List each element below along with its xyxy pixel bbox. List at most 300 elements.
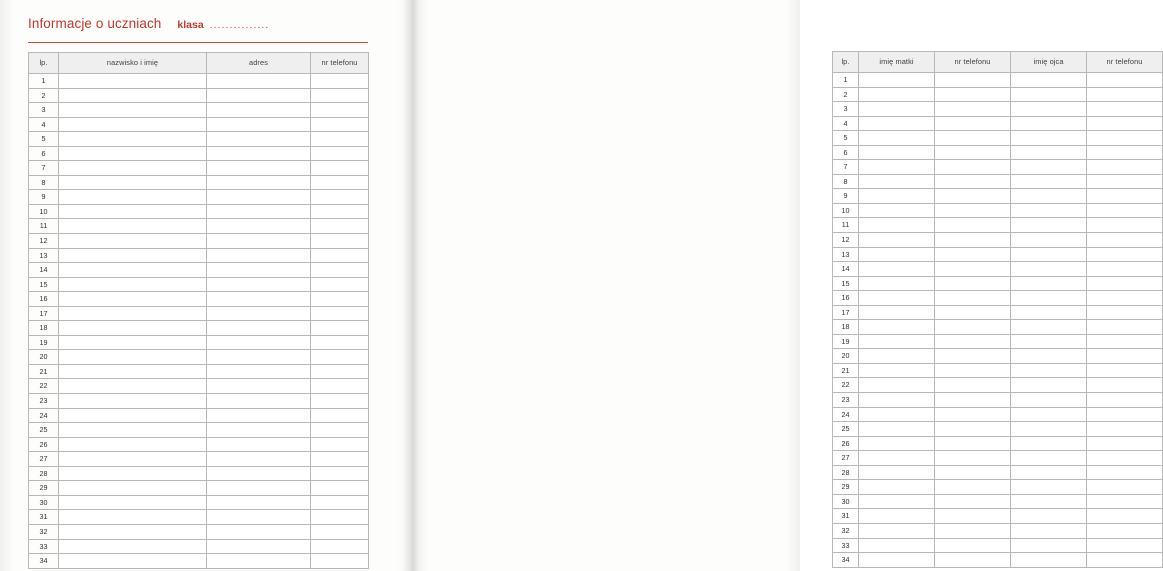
cell-imie-ojca[interactable]	[1011, 87, 1087, 102]
cell-nr-telefonu[interactable]	[311, 88, 369, 103]
cell-nr-telefonu-ojca[interactable]	[1087, 73, 1163, 88]
cell-adres[interactable]	[207, 219, 311, 234]
row-number: 27	[29, 452, 59, 467]
cell-adres[interactable]	[207, 524, 311, 539]
cell-imie-matki[interactable]	[859, 538, 935, 553]
cell-nr-telefonu[interactable]	[311, 204, 369, 219]
cell-adres[interactable]	[207, 277, 311, 292]
cell-adres[interactable]	[207, 466, 311, 481]
row-number: 20	[29, 350, 59, 365]
cell-adres[interactable]	[207, 175, 311, 190]
cell-nr-telefonu-ojca[interactable]	[1087, 480, 1163, 495]
cell-nr-telefonu-matki[interactable]	[935, 233, 1011, 248]
cell-adres[interactable]	[207, 103, 311, 118]
cell-nazwisko-i-imie[interactable]	[59, 234, 207, 249]
cell-adres[interactable]	[207, 248, 311, 263]
cell-imie-matki[interactable]	[859, 203, 935, 218]
cell-nr-telefonu-matki[interactable]	[935, 145, 1011, 160]
cell-nr-telefonu-ojca[interactable]	[1087, 174, 1163, 189]
cell-imie-ojca[interactable]	[1011, 451, 1087, 466]
cell-adres[interactable]	[207, 510, 311, 525]
cell-nr-telefonu[interactable]	[311, 423, 369, 438]
cell-nr-telefonu-matki[interactable]	[935, 407, 1011, 422]
cell-nr-telefonu[interactable]	[311, 263, 369, 278]
cell-imie-ojca[interactable]	[1011, 160, 1087, 175]
cell-nr-telefonu-matki[interactable]	[935, 509, 1011, 524]
cell-nazwisko-i-imie[interactable]	[59, 219, 207, 234]
row-number: 18	[29, 321, 59, 336]
cell-imie-matki[interactable]	[859, 422, 935, 437]
cell-imie-ojca[interactable]	[1011, 247, 1087, 262]
cell-adres[interactable]	[207, 74, 311, 89]
cell-adres[interactable]	[207, 394, 311, 409]
table-row	[29, 132, 369, 147]
cell-nr-telefonu-matki[interactable]	[935, 349, 1011, 364]
cell-nazwisko-i-imie[interactable]	[59, 117, 207, 132]
table-row	[833, 160, 1163, 175]
cell-imie-ojca[interactable]	[1011, 334, 1087, 349]
cell-nr-telefonu-ojca[interactable]	[1087, 262, 1163, 277]
cell-nr-telefonu[interactable]	[311, 510, 369, 525]
cell-adres[interactable]	[207, 452, 311, 467]
row-number: 25	[833, 422, 859, 437]
cell-adres[interactable]	[207, 132, 311, 147]
cell-adres[interactable]	[207, 321, 311, 336]
table-row	[29, 495, 369, 510]
cell-imie-matki[interactable]	[859, 131, 935, 146]
row-number: 2	[833, 87, 859, 102]
table-row	[29, 74, 369, 89]
cell-nr-telefonu-ojca[interactable]	[1087, 87, 1163, 102]
cell-nr-telefonu-matki[interactable]	[935, 393, 1011, 408]
cell-nr-telefonu[interactable]	[311, 321, 369, 336]
cell-imie-matki[interactable]	[859, 262, 935, 277]
cell-nr-telefonu-ojca[interactable]	[1087, 523, 1163, 538]
cell-nr-telefonu[interactable]	[311, 248, 369, 263]
cell-nazwisko-i-imie[interactable]	[59, 452, 207, 467]
cell-imie-ojca[interactable]	[1011, 436, 1087, 451]
cell-nazwisko-i-imie[interactable]	[59, 539, 207, 554]
cell-imie-ojca[interactable]	[1011, 509, 1087, 524]
cell-nazwisko-i-imie[interactable]	[59, 466, 207, 481]
cell-nr-telefonu-ojca[interactable]	[1087, 203, 1163, 218]
cell-nr-telefonu[interactable]	[311, 350, 369, 365]
cell-nazwisko-i-imie[interactable]	[59, 495, 207, 510]
cell-imie-ojca[interactable]	[1011, 349, 1087, 364]
cell-adres[interactable]	[207, 379, 311, 394]
cell-nr-telefonu-ojca[interactable]	[1087, 349, 1163, 364]
row-number: 12	[29, 234, 59, 249]
cell-nr-telefonu-ojca[interactable]	[1087, 538, 1163, 553]
cell-nazwisko-i-imie[interactable]	[59, 524, 207, 539]
row-number: 30	[833, 494, 859, 509]
table-row	[833, 145, 1163, 160]
cell-imie-ojca[interactable]	[1011, 422, 1087, 437]
cell-nazwisko-i-imie[interactable]	[59, 423, 207, 438]
cell-nr-telefonu[interactable]	[311, 379, 369, 394]
cell-nazwisko-i-imie[interactable]	[59, 88, 207, 103]
cell-nr-telefonu-matki[interactable]	[935, 160, 1011, 175]
cell-imie-matki[interactable]	[859, 116, 935, 131]
cell-adres[interactable]	[207, 88, 311, 103]
parents-table-body	[833, 73, 1163, 568]
cell-nr-telefonu[interactable]	[311, 466, 369, 481]
cell-nazwisko-i-imie[interactable]	[59, 510, 207, 525]
parents-table	[832, 51, 1163, 568]
cell-adres[interactable]	[207, 204, 311, 219]
cell-nazwisko-i-imie[interactable]	[59, 306, 207, 321]
cell-nr-telefonu-ojca[interactable]	[1087, 160, 1163, 175]
cell-nr-telefonu[interactable]	[311, 554, 369, 569]
cell-nr-telefonu-matki[interactable]	[935, 436, 1011, 451]
cell-adres[interactable]	[207, 146, 311, 161]
klasa-fill-in-field[interactable]: ...............	[209, 20, 270, 31]
cell-imie-ojca[interactable]	[1011, 262, 1087, 277]
cell-nr-telefonu-ojca[interactable]	[1087, 131, 1163, 146]
cell-imie-ojca[interactable]	[1011, 131, 1087, 146]
cell-nr-telefonu-ojca[interactable]	[1087, 334, 1163, 349]
cell-imie-matki[interactable]	[859, 218, 935, 233]
cell-nr-telefonu-matki[interactable]	[935, 465, 1011, 480]
table-row	[833, 189, 1163, 204]
cell-imie-ojca[interactable]	[1011, 233, 1087, 248]
cell-nr-telefonu-matki[interactable]	[935, 320, 1011, 335]
table-row	[29, 394, 369, 409]
column-header-phone: nr telefonu	[311, 53, 369, 74]
row-number: 29	[833, 480, 859, 495]
cell-nazwisko-i-imie[interactable]	[59, 379, 207, 394]
cell-adres[interactable]	[207, 161, 311, 176]
cell-imie-matki[interactable]	[859, 145, 935, 160]
table-row	[29, 248, 369, 263]
cell-nr-telefonu-ojca[interactable]	[1087, 291, 1163, 306]
cell-nazwisko-i-imie[interactable]	[59, 161, 207, 176]
cell-nazwisko-i-imie[interactable]	[59, 103, 207, 118]
cell-imie-ojca[interactable]	[1011, 145, 1087, 160]
table-row	[833, 378, 1163, 393]
cell-imie-ojca[interactable]	[1011, 174, 1087, 189]
cell-imie-matki[interactable]	[859, 160, 935, 175]
cell-adres[interactable]	[207, 539, 311, 554]
table-row	[833, 87, 1163, 102]
cell-adres[interactable]	[207, 481, 311, 496]
cell-nr-telefonu[interactable]	[311, 408, 369, 423]
cell-adres[interactable]	[207, 263, 311, 278]
table-row	[29, 146, 369, 161]
cell-nr-telefonu[interactable]	[311, 394, 369, 409]
cell-nr-telefonu-matki[interactable]	[935, 218, 1011, 233]
table-row	[833, 276, 1163, 291]
cell-imie-ojca[interactable]	[1011, 393, 1087, 408]
cell-imie-matki[interactable]	[859, 553, 935, 568]
cell-nr-telefonu-ojca[interactable]	[1087, 422, 1163, 437]
cell-nazwisko-i-imie[interactable]	[59, 74, 207, 89]
cell-imie-matki[interactable]	[859, 276, 935, 291]
cell-nazwisko-i-imie[interactable]	[59, 248, 207, 263]
cell-imie-ojca[interactable]	[1011, 363, 1087, 378]
cell-imie-matki[interactable]	[859, 291, 935, 306]
row-number: 11	[833, 218, 859, 233]
cell-nr-telefonu-ojca[interactable]	[1087, 218, 1163, 233]
cell-nr-telefonu-ojca[interactable]	[1087, 393, 1163, 408]
cell-imie-matki[interactable]	[859, 393, 935, 408]
cell-nr-telefonu[interactable]	[311, 495, 369, 510]
cell-imie-ojca[interactable]	[1011, 276, 1087, 291]
cell-nr-telefonu[interactable]	[311, 175, 369, 190]
cell-nr-telefonu-matki[interactable]	[935, 523, 1011, 538]
cell-nr-telefonu-matki[interactable]	[935, 451, 1011, 466]
cell-nr-telefonu-ojca[interactable]	[1087, 363, 1163, 378]
students-table	[28, 52, 369, 569]
cell-imie-ojca[interactable]	[1011, 218, 1087, 233]
cell-nr-telefonu-matki[interactable]	[935, 334, 1011, 349]
cell-nr-telefonu-matki[interactable]	[935, 174, 1011, 189]
cell-adres[interactable]	[207, 117, 311, 132]
column-header-lp: lp.	[29, 53, 59, 74]
table-row	[29, 510, 369, 525]
row-number: 12	[833, 233, 859, 248]
table-row	[833, 465, 1163, 480]
cell-imie-matki[interactable]	[859, 465, 935, 480]
cell-imie-matki[interactable]	[859, 509, 935, 524]
cell-nr-telefonu[interactable]	[311, 190, 369, 205]
cell-imie-ojca[interactable]	[1011, 291, 1087, 306]
row-number: 16	[29, 292, 59, 307]
table-row	[29, 408, 369, 423]
cell-nazwisko-i-imie[interactable]	[59, 394, 207, 409]
cell-nr-telefonu[interactable]	[311, 161, 369, 176]
cell-nr-telefonu-matki[interactable]	[935, 291, 1011, 306]
cell-imie-ojca[interactable]	[1011, 305, 1087, 320]
cell-nr-telefonu-matki[interactable]	[935, 203, 1011, 218]
table-row	[29, 437, 369, 452]
row-number: 9	[833, 189, 859, 204]
cell-nr-telefonu-matki[interactable]	[935, 305, 1011, 320]
row-number: 5	[29, 132, 59, 147]
cell-nazwisko-i-imie[interactable]	[59, 437, 207, 452]
cell-imie-matki[interactable]	[859, 305, 935, 320]
cell-imie-matki[interactable]	[859, 73, 935, 88]
cell-nr-telefonu[interactable]	[311, 364, 369, 379]
cell-nazwisko-i-imie[interactable]	[59, 190, 207, 205]
cell-nr-telefonu-matki[interactable]	[935, 131, 1011, 146]
cell-nazwisko-i-imie[interactable]	[59, 554, 207, 569]
table-row	[29, 263, 369, 278]
cell-imie-ojca[interactable]	[1011, 378, 1087, 393]
cell-nr-telefonu-matki[interactable]	[935, 102, 1011, 117]
table-row	[29, 335, 369, 350]
row-number: 32	[29, 524, 59, 539]
cell-imie-ojca[interactable]	[1011, 73, 1087, 88]
cell-nr-telefonu-matki[interactable]	[935, 247, 1011, 262]
cell-nr-telefonu-ojca[interactable]	[1087, 305, 1163, 320]
cell-adres[interactable]	[207, 234, 311, 249]
cell-adres[interactable]	[207, 190, 311, 205]
table-row	[833, 393, 1163, 408]
cell-nazwisko-i-imie[interactable]	[59, 350, 207, 365]
cell-nr-telefonu-matki[interactable]	[935, 378, 1011, 393]
cell-imie-matki[interactable]	[859, 349, 935, 364]
cell-imie-ojca[interactable]	[1011, 203, 1087, 218]
cell-nr-telefonu-ojca[interactable]	[1087, 320, 1163, 335]
cell-nr-telefonu[interactable]	[311, 219, 369, 234]
cell-nr-telefonu-matki[interactable]	[935, 422, 1011, 437]
cell-adres[interactable]	[207, 423, 311, 438]
cell-nazwisko-i-imie[interactable]	[59, 277, 207, 292]
table-row	[833, 363, 1163, 378]
cell-imie-ojca[interactable]	[1011, 553, 1087, 568]
cell-imie-matki[interactable]	[859, 436, 935, 451]
cell-nr-telefonu-ojca[interactable]	[1087, 407, 1163, 422]
cell-imie-ojca[interactable]	[1011, 465, 1087, 480]
cell-adres[interactable]	[207, 495, 311, 510]
table-row	[29, 481, 369, 496]
cell-imie-ojca[interactable]	[1011, 189, 1087, 204]
table-row	[833, 451, 1163, 466]
cell-imie-ojca[interactable]	[1011, 116, 1087, 131]
cell-nr-telefonu-ojca[interactable]	[1087, 378, 1163, 393]
cell-imie-matki[interactable]	[859, 189, 935, 204]
cell-nazwisko-i-imie[interactable]	[59, 132, 207, 147]
cell-imie-matki[interactable]	[859, 378, 935, 393]
cell-nr-telefonu-ojca[interactable]	[1087, 102, 1163, 117]
cell-adres[interactable]	[207, 554, 311, 569]
cell-imie-matki[interactable]	[859, 480, 935, 495]
cell-imie-matki[interactable]	[859, 247, 935, 262]
cell-nr-telefonu[interactable]	[311, 132, 369, 147]
cell-nr-telefonu-ojca[interactable]	[1087, 436, 1163, 451]
cell-nr-telefonu-ojca[interactable]	[1087, 145, 1163, 160]
cell-nr-telefonu-matki[interactable]	[935, 87, 1011, 102]
cell-imie-matki[interactable]	[859, 320, 935, 335]
cell-nr-telefonu[interactable]	[311, 234, 369, 249]
cell-nr-telefonu-ojca[interactable]	[1087, 276, 1163, 291]
cell-nr-telefonu[interactable]	[311, 539, 369, 554]
column-header-name: nazwisko i imię	[59, 53, 207, 74]
cell-imie-ojca[interactable]	[1011, 538, 1087, 553]
cell-imie-ojca[interactable]	[1011, 102, 1087, 117]
cell-nr-telefonu-ojca[interactable]	[1087, 494, 1163, 509]
cell-nr-telefonu[interactable]	[311, 146, 369, 161]
cell-nr-telefonu-matki[interactable]	[935, 116, 1011, 131]
cell-nr-telefonu-ojca[interactable]	[1087, 247, 1163, 262]
cell-nr-telefonu-matki[interactable]	[935, 494, 1011, 509]
table-row	[833, 73, 1163, 88]
cell-nr-telefonu-ojca[interactable]	[1087, 116, 1163, 131]
cell-nr-telefonu[interactable]	[311, 292, 369, 307]
cell-imie-matki[interactable]	[859, 451, 935, 466]
cell-nr-telefonu-matki[interactable]	[935, 189, 1011, 204]
cell-nr-telefonu[interactable]	[311, 306, 369, 321]
table-row	[29, 175, 369, 190]
cell-nr-telefonu[interactable]	[311, 117, 369, 132]
cell-nr-telefonu-ojca[interactable]	[1087, 233, 1163, 248]
cell-nazwisko-i-imie[interactable]	[59, 321, 207, 336]
cell-imie-matki[interactable]	[859, 363, 935, 378]
cell-nazwisko-i-imie[interactable]	[59, 175, 207, 190]
cell-nr-telefonu-matki[interactable]	[935, 276, 1011, 291]
cell-imie-ojca[interactable]	[1011, 407, 1087, 422]
column-header-father-name: imię ojca	[1011, 52, 1087, 73]
cell-imie-ojca[interactable]	[1011, 523, 1087, 538]
cell-nazwisko-i-imie[interactable]	[59, 292, 207, 307]
cell-nazwisko-i-imie[interactable]	[59, 364, 207, 379]
students-info-sheet	[28, 16, 368, 569]
row-number: 28	[833, 465, 859, 480]
cell-imie-ojca[interactable]	[1011, 494, 1087, 509]
cell-imie-matki[interactable]	[859, 174, 935, 189]
cell-nr-telefonu[interactable]	[311, 437, 369, 452]
row-number: 10	[833, 203, 859, 218]
cell-nr-telefonu-ojca[interactable]	[1087, 509, 1163, 524]
cell-nr-telefonu[interactable]	[311, 74, 369, 89]
column-header-mother-phone: nr telefonu	[935, 52, 1011, 73]
cell-imie-matki[interactable]	[859, 407, 935, 422]
cell-imie-matki[interactable]	[859, 233, 935, 248]
cell-nr-telefonu[interactable]	[311, 524, 369, 539]
cell-imie-matki[interactable]	[859, 87, 935, 102]
cell-nazwisko-i-imie[interactable]	[59, 481, 207, 496]
cell-nazwisko-i-imie[interactable]	[59, 146, 207, 161]
cell-nr-telefonu[interactable]	[311, 335, 369, 350]
cell-nr-telefonu-ojca[interactable]	[1087, 553, 1163, 568]
cell-adres[interactable]	[207, 364, 311, 379]
table-row	[833, 553, 1163, 568]
table-row	[833, 334, 1163, 349]
cell-nr-telefonu[interactable]	[311, 103, 369, 118]
cell-imie-matki[interactable]	[859, 523, 935, 538]
cell-nazwisko-i-imie[interactable]	[59, 204, 207, 219]
cell-adres[interactable]	[207, 350, 311, 365]
cell-nr-telefonu-matki[interactable]	[935, 363, 1011, 378]
cell-adres[interactable]	[207, 437, 311, 452]
cell-imie-ojca[interactable]	[1011, 320, 1087, 335]
cell-nr-telefonu-matki[interactable]	[935, 262, 1011, 277]
cell-nr-telefonu[interactable]	[311, 452, 369, 467]
table-row	[833, 233, 1163, 248]
column-header-mother-name: imię matki	[859, 52, 935, 73]
table-row	[833, 436, 1163, 451]
cell-nr-telefonu-matki[interactable]	[935, 538, 1011, 553]
cell-nr-telefonu-ojca[interactable]	[1087, 189, 1163, 204]
cell-nr-telefonu-matki[interactable]	[935, 73, 1011, 88]
cell-adres[interactable]	[207, 292, 311, 307]
students-table-body	[29, 74, 369, 569]
table-row	[833, 218, 1163, 233]
page-left	[0, 0, 404, 571]
cell-adres[interactable]	[207, 335, 311, 350]
cell-imie-matki[interactable]	[859, 334, 935, 349]
row-number: 18	[833, 320, 859, 335]
cell-nazwisko-i-imie[interactable]	[59, 335, 207, 350]
cell-imie-ojca[interactable]	[1011, 480, 1087, 495]
cell-adres[interactable]	[207, 306, 311, 321]
cell-imie-matki[interactable]	[859, 102, 935, 117]
cell-nr-telefonu-ojca[interactable]	[1087, 465, 1163, 480]
cell-nr-telefonu-ojca[interactable]	[1087, 451, 1163, 466]
cell-nazwisko-i-imie[interactable]	[59, 263, 207, 278]
table-row	[833, 174, 1163, 189]
cell-nr-telefonu[interactable]	[311, 481, 369, 496]
page-header	[28, 16, 368, 43]
cell-nr-telefonu-matki[interactable]	[935, 553, 1011, 568]
cell-nr-telefonu-matki[interactable]	[935, 480, 1011, 495]
row-number: 19	[29, 335, 59, 350]
cell-adres[interactable]	[207, 408, 311, 423]
cell-nr-telefonu[interactable]	[311, 277, 369, 292]
cell-nazwisko-i-imie[interactable]	[59, 408, 207, 423]
cell-imie-matki[interactable]	[859, 494, 935, 509]
